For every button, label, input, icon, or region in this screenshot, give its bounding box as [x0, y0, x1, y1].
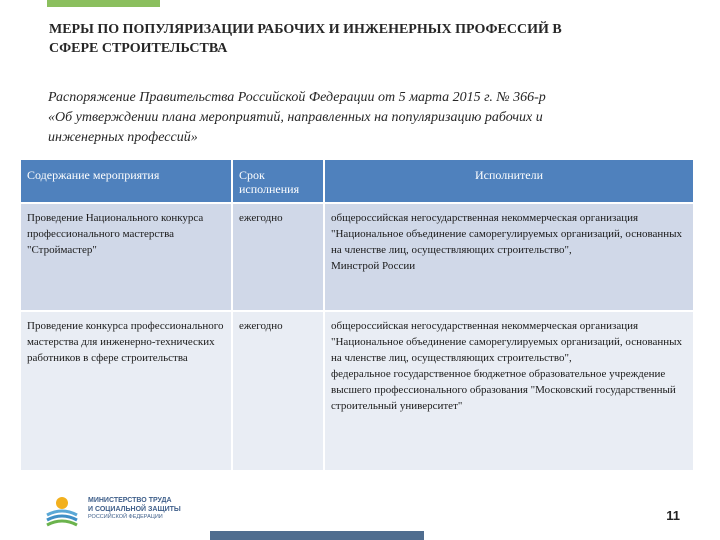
- executor-org: общероссийская негосударственная некоммерческая организация "Национальное объединение саморегулируемых организаций, основанных на членстве лиц, осуществляющих строительство",: [331, 320, 683, 364]
- ministry-name: [88, 496, 208, 521]
- executor-university: федеральное государственное бюджетное образовательное учреждение высшего профессионального образования "Московский государственный строительный университет": [331, 368, 676, 412]
- header-event: Содержание мероприятия: [21, 160, 233, 202]
- ministry-line-1: МИНИСТЕРСТВО ТРУДА: [88, 497, 172, 504]
- title-line-1: МЕРЫ ПО ПОПУЛЯРИЗАЦИИ РАБОЧИХ И ИНЖЕНЕРНЫХ ПРОФЕССИЙ В: [49, 22, 562, 37]
- bottom-accent-bar: [210, 531, 424, 540]
- title-line-2: СФЕРЕ СТРОИТЕЛЬСТВА: [49, 41, 228, 56]
- executors-cell: [325, 202, 693, 310]
- ministry-logo-icon: [44, 493, 80, 529]
- table-row: [21, 310, 693, 470]
- decree-line-3: инженерных профессий»: [48, 130, 198, 145]
- deadline-cell: ежегодно: [233, 202, 325, 310]
- event-cell: Проведение конкурса профессионального мастерства для инженерно-технических работников в сфере строительства: [21, 310, 233, 470]
- ministry-line-2: И СОЦИАЛЬНОЙ ЗАЩИТЫ: [88, 506, 181, 513]
- header-executors: Исполнители: [325, 160, 693, 202]
- executor-ministry: Минстрой России: [331, 260, 416, 272]
- decree-line-1: Распоряжение Правительства Российской Федерации от 5 марта 2015 г. № 366-р: [48, 90, 546, 105]
- deadline-cell: ежегодно: [233, 310, 325, 470]
- measures-table: [21, 160, 693, 470]
- page-number: 11: [666, 508, 680, 523]
- table-row: [21, 202, 693, 310]
- decree-reference: [48, 88, 648, 148]
- executor-org: общероссийская негосударственная некоммерческая организация "Национальное объединение саморегулируемых организаций, основанных на членстве лиц, осуществляющих строительство",: [331, 212, 683, 256]
- top-accent-bar: [47, 0, 160, 7]
- header-deadline: Срок исполнения: [233, 160, 325, 202]
- page-title: [49, 20, 689, 58]
- event-cell: Проведение Национального конкурса профессионального мастерства "Строймастер": [21, 202, 233, 310]
- ministry-line-3: РОССИЙСКОЙ ФЕДЕРАЦИИ: [88, 514, 163, 520]
- executors-cell: [325, 310, 693, 470]
- table-header-row: [21, 160, 693, 202]
- decree-line-2: «Об утверждении плана мероприятий, направленных на популяризацию рабочих и: [48, 110, 543, 125]
